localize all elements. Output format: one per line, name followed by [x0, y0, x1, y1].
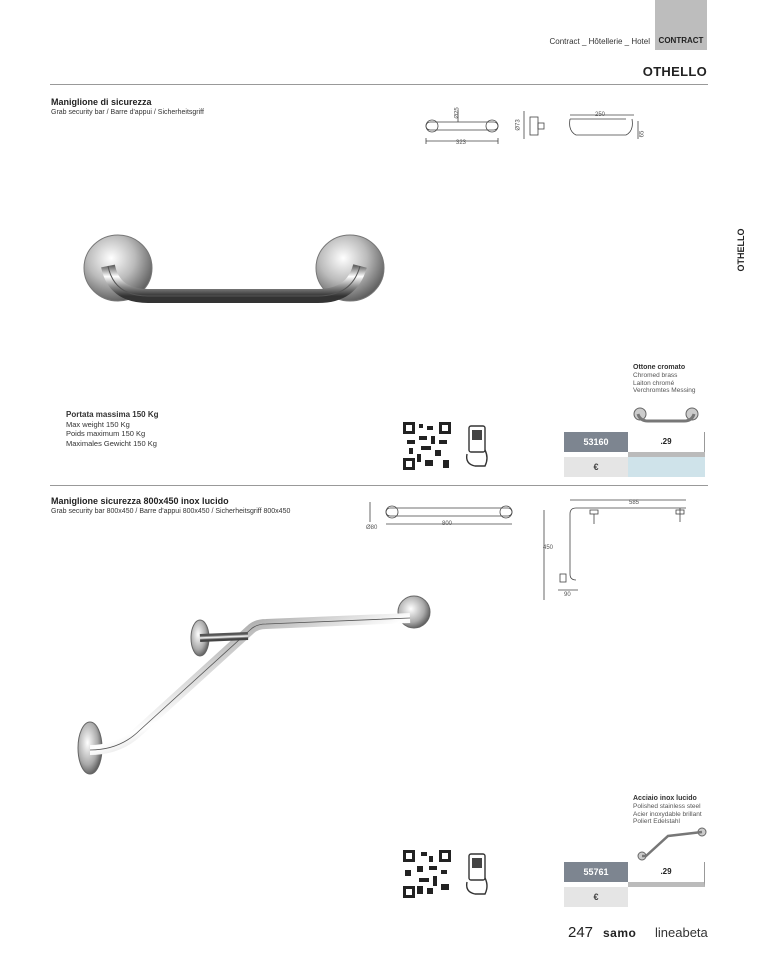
product1-price-cell: [628, 457, 705, 477]
dim-diameter: Ø25: [454, 107, 461, 119]
page-number: 247: [568, 924, 594, 941]
product1-title: Maniglione di sicurezza: [51, 97, 152, 107]
product2-subtitle: Grab security bar 800x450 / Barre d'appui 800x450 / Sicherheitsgriff 800x450: [51, 508, 291, 515]
dim-depth: 65: [639, 130, 646, 138]
product1-code: 53160: [564, 432, 628, 452]
product2-qr-code[interactable]: [403, 850, 451, 898]
product1-photo: [78, 228, 388, 318]
product2-price: .29: [628, 862, 705, 887]
dim-length: 323: [456, 140, 467, 146]
dim-p2-length: 800: [442, 521, 453, 527]
product1-phone-icon: [463, 424, 491, 468]
page-title: OTHELLO: [642, 64, 707, 79]
header-divider: [50, 84, 708, 85]
product1-weight-info: Portata massima 150 Kg Max weight 150 Kg Poids maximum 150 Kg Maximales Gewicht 150 Kg: [66, 410, 159, 448]
section-divider: [50, 485, 708, 486]
product2-currency: €: [564, 887, 628, 907]
side-label: OTHELLO: [736, 228, 746, 272]
dim-p2-offset: 90: [564, 592, 571, 598]
product1-thumbnail: [632, 404, 700, 424]
product2-phone-icon: [463, 852, 491, 896]
product1-material: Ottone cromato Chromed brass Laiton chromé Verchromtes Messing: [633, 364, 696, 395]
contract-label: CONTRACT: [658, 36, 704, 45]
product1-price: .29: [628, 432, 705, 452]
brand-subline: lineabeta: [655, 925, 708, 940]
product2-code: 55761: [564, 862, 628, 882]
dim-base-diameter: Ø73: [515, 119, 522, 131]
dim-p2-width: 585: [629, 500, 640, 506]
product2-tech-drawing: [362, 496, 702, 600]
product2-thumbnail: [636, 826, 708, 862]
category-breadcrumb: Contract _ Hôtellerie _ Hotel: [549, 37, 650, 46]
dim-p2-height: 450: [543, 545, 554, 551]
dim-p2-diameter: Ø80: [366, 525, 378, 531]
brand-logo: samo: [603, 926, 637, 940]
product1-qr-code[interactable]: [403, 422, 451, 470]
product1-subtitle: Grab security bar / Barre d'appui / Sicherheitsgriff: [51, 109, 204, 116]
product1-currency: €: [564, 457, 628, 477]
product2-material: Acciaio inox lucido Polished stainless steel Acier inoxydable brillant Poliert Edelstahl: [633, 795, 702, 826]
dim-width: 250: [595, 112, 606, 118]
product2-photo: [70, 590, 440, 790]
product2-title: Maniglione sicurezza 800x450 inox lucido: [51, 496, 229, 506]
product2-price-cell: [628, 887, 705, 907]
